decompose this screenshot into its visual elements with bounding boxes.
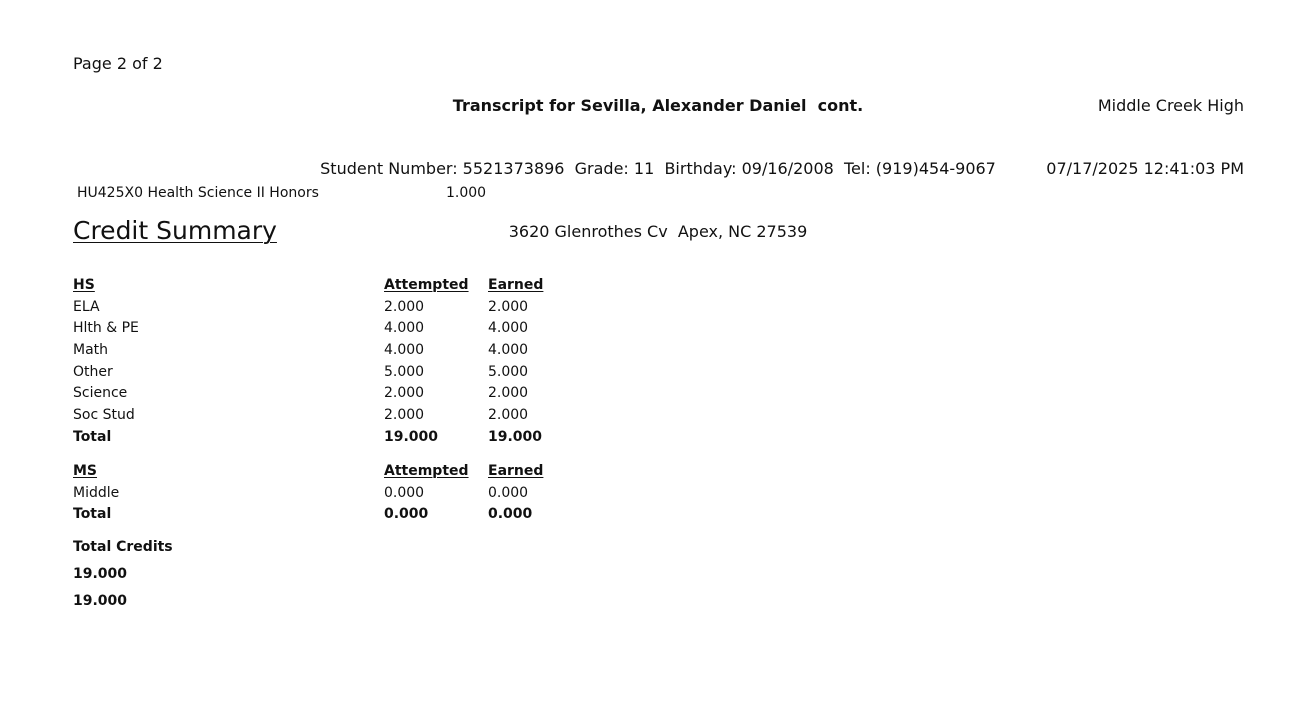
attempted-value: 2.000 bbox=[384, 298, 425, 315]
total-attempted: 19.000 bbox=[384, 428, 439, 445]
attempted-value: 4.000 bbox=[384, 342, 425, 359]
total-attempted: 0.000 bbox=[384, 506, 429, 523]
column-header-earned: Earned bbox=[488, 277, 544, 293]
total-label: Total bbox=[73, 428, 112, 445]
school-name: Middle Creek High bbox=[1097, 96, 1244, 115]
column-header-earned: Earned bbox=[488, 463, 544, 479]
earned-value: 5.000 bbox=[488, 363, 529, 380]
total-earned: 19.000 bbox=[488, 428, 543, 445]
earned-value: 4.000 bbox=[488, 342, 529, 359]
student-address-line: 3620 Glenrothes Cv Apex, NC 27539 bbox=[508, 222, 808, 241]
page-number: Page 2 of 2 bbox=[73, 54, 163, 73]
course-name: HU425X0 Health Science II Honors bbox=[77, 185, 319, 201]
total-credits-label: Total Credits bbox=[73, 539, 173, 555]
total-earned: 0.000 bbox=[488, 506, 533, 523]
column-header-attempted: Attempted bbox=[384, 277, 469, 293]
column-header-category: MS bbox=[73, 463, 98, 479]
school-info bbox=[1046, 53, 1244, 200]
subject-label: Soc Stud bbox=[73, 407, 135, 424]
subject-label: Hlth & PE bbox=[73, 320, 139, 337]
earned-value: 0.000 bbox=[488, 484, 529, 501]
column-header-attempted: Attempted bbox=[384, 463, 469, 479]
subject-label: Middle bbox=[73, 484, 120, 501]
student-info-line: Student Number: 5521373896 Grade: 11 Birthday: 09/16/2008 Tel: (919)454-9067 bbox=[320, 159, 996, 178]
credit-summary-title: Credit Summary bbox=[73, 216, 277, 245]
subject-label: ELA bbox=[73, 298, 100, 315]
earned-value: 4.000 bbox=[488, 320, 529, 337]
attempted-value: 2.000 bbox=[384, 407, 425, 424]
attempted-value: 0.000 bbox=[384, 484, 425, 501]
earned-value: 2.000 bbox=[488, 407, 529, 424]
total-label: Total bbox=[73, 506, 112, 523]
total-credits-earned: 19.000 bbox=[73, 593, 128, 609]
attempted-value: 4.000 bbox=[384, 320, 425, 337]
earned-value: 2.000 bbox=[488, 385, 529, 402]
subject-label: Math bbox=[73, 342, 109, 359]
transcript-title: Transcript for Sevilla, Alexander Daniel cont. bbox=[452, 96, 864, 115]
subject-label: Other bbox=[73, 363, 113, 380]
course-credit: 1.000 bbox=[446, 185, 487, 201]
attempted-value: 5.000 bbox=[384, 363, 425, 380]
attempted-value: 2.000 bbox=[384, 385, 425, 402]
earned-value: 2.000 bbox=[488, 298, 529, 315]
print-datetime: 07/17/2025 12:41:03 PM bbox=[1046, 159, 1244, 178]
subject-label: Science bbox=[73, 385, 128, 402]
total-credits-attempted: 19.000 bbox=[73, 566, 128, 582]
column-header-category: HS bbox=[73, 277, 95, 293]
